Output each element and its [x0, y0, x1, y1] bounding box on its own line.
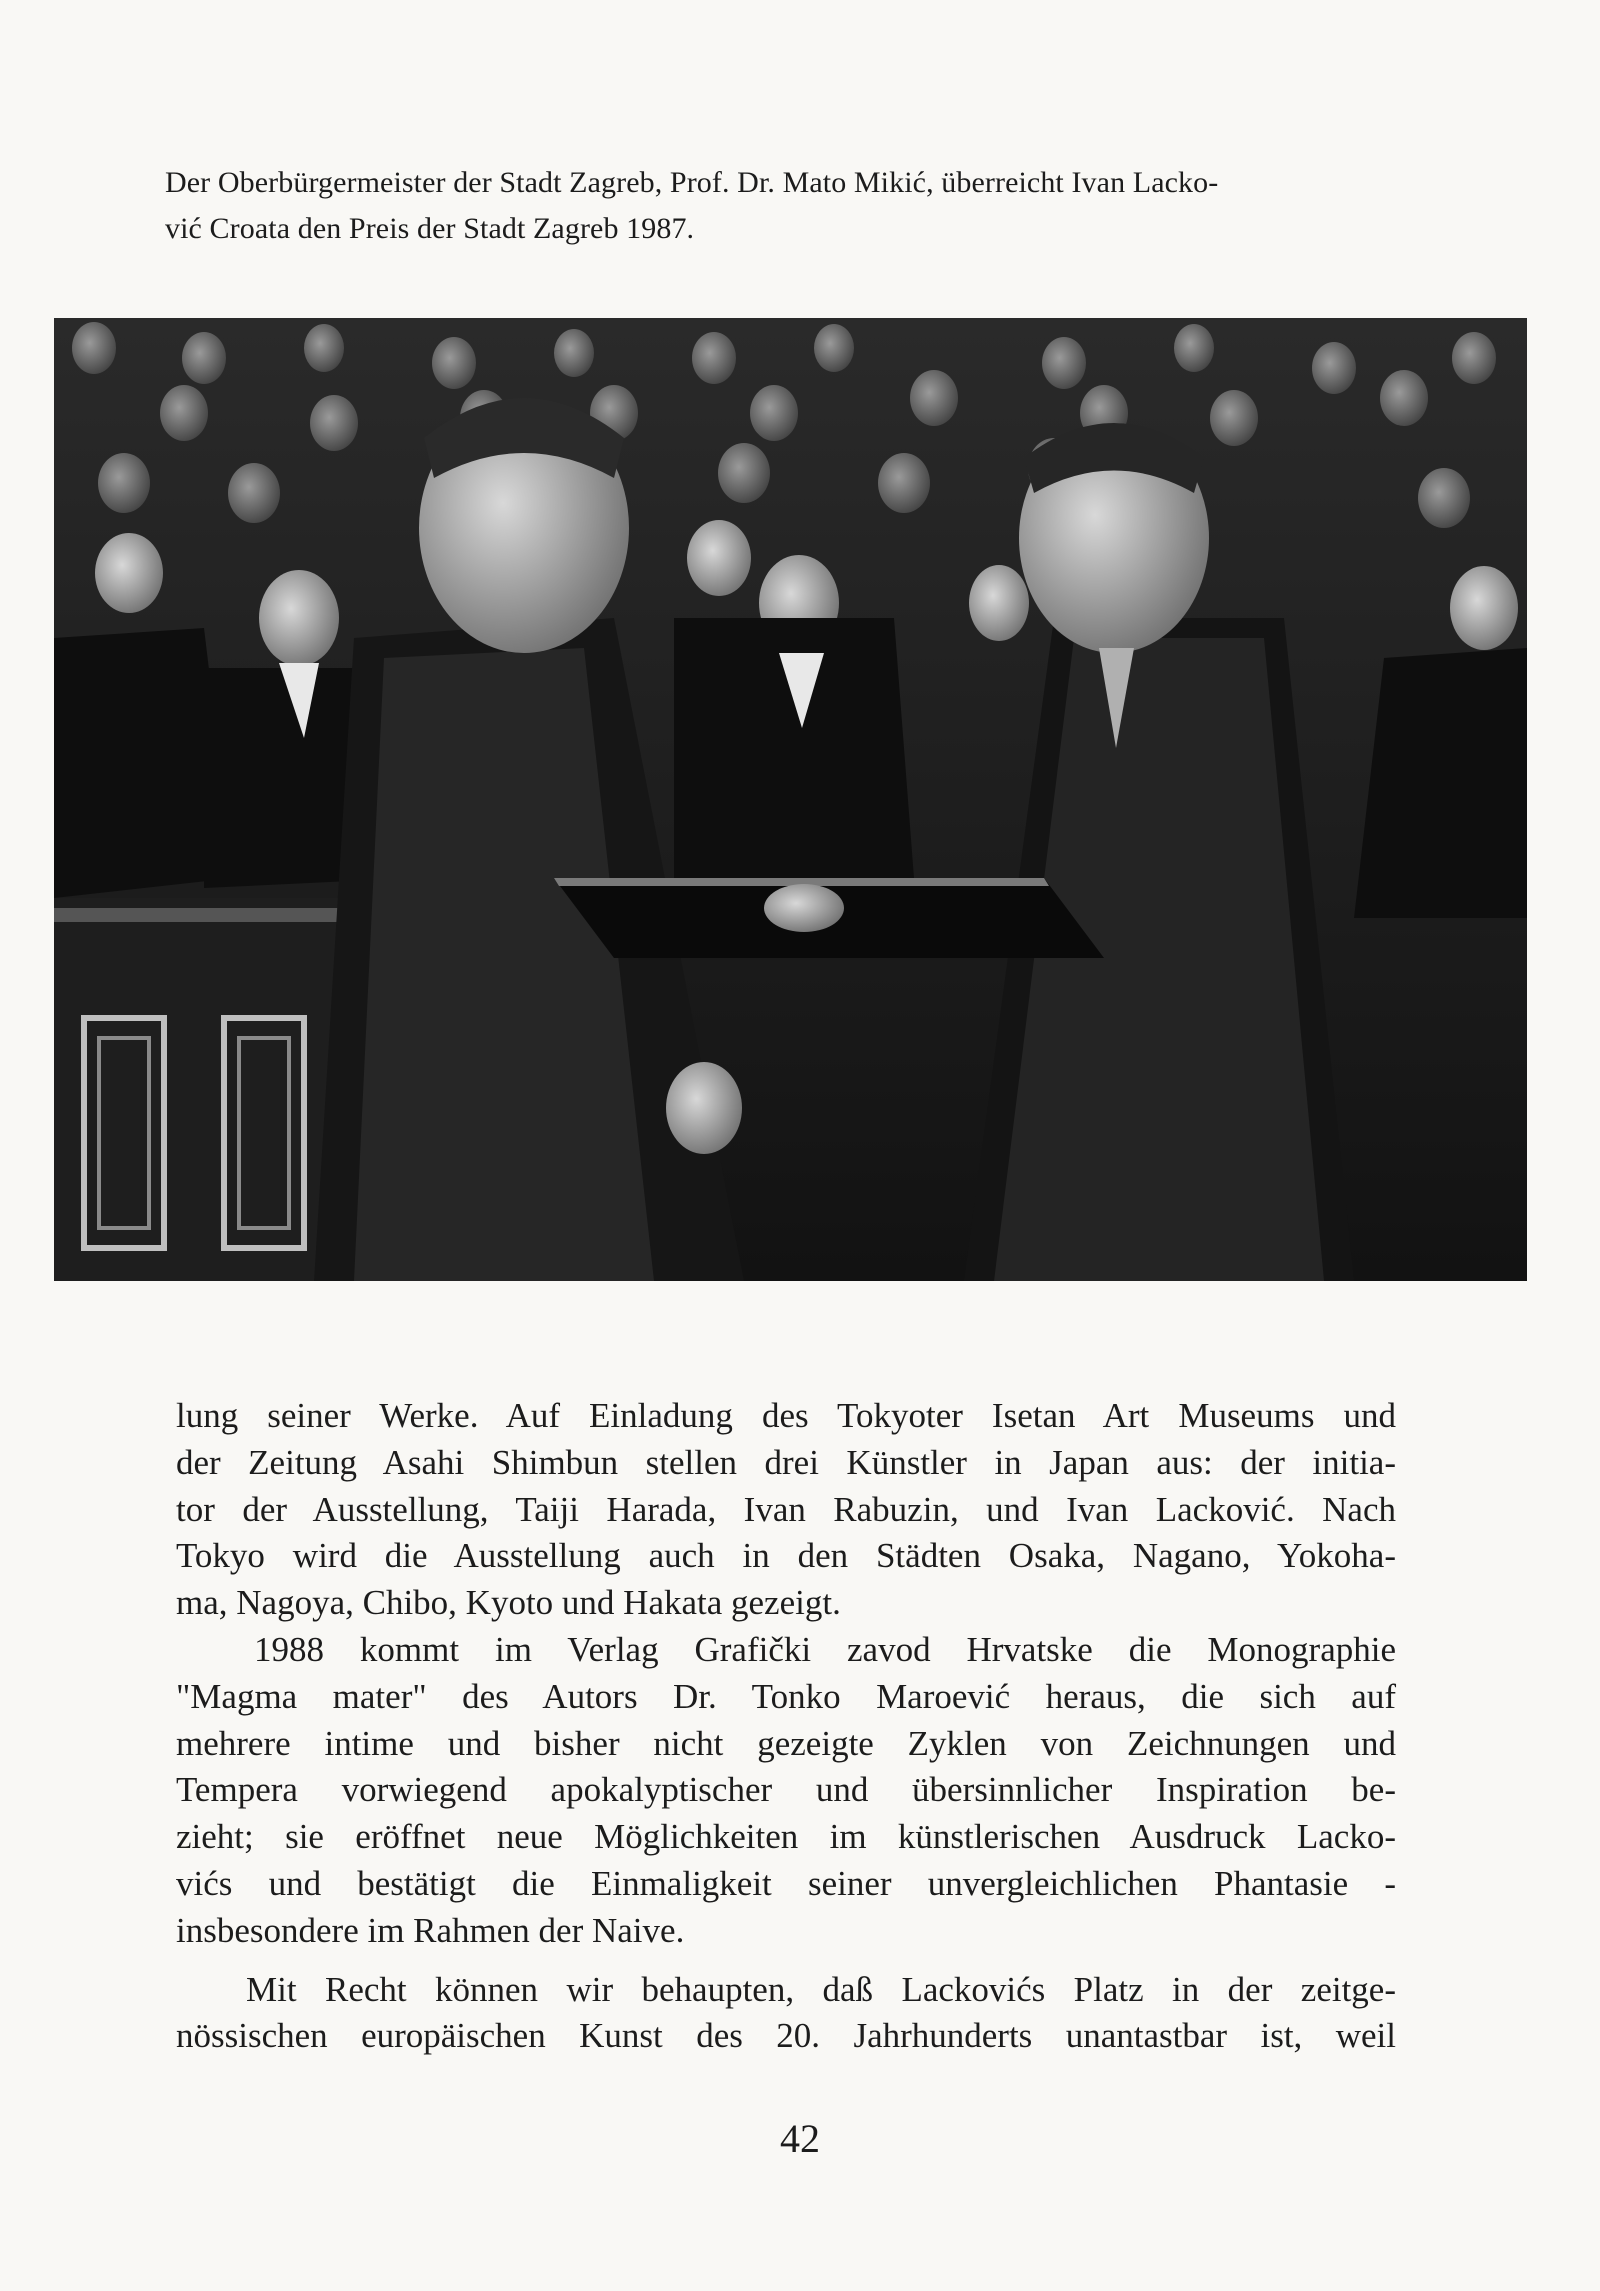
paragraph-3 [176, 1967, 1396, 2061]
text-line: Tokyo wird die Ausstellung auch in den Städten Osaka, Nagano, Yokoha- [176, 1536, 1396, 1576]
text-line: insbesondere im Rahmen der Naive. [176, 1910, 685, 1950]
text-line: ma, Nagoya, Chibo, Kyoto und Hakata gezeigt. [176, 1583, 841, 1623]
caption-line: Der Oberbürgermeister der Stadt Zagreb, Prof. Dr. Mato Mikić, überreicht Ivan Lacko- [165, 166, 1219, 199]
text-line: Tempera vorwiegend apokalyptischer und übersinnlicher Inspiration be- [176, 1770, 1396, 1810]
text-line: nössischen europäischen Kunst des 20. Jahrhunderts unantastbar ist, weil [176, 2016, 1396, 2056]
page-number: 42 [780, 2116, 820, 2161]
award-ceremony-photo [54, 318, 1527, 1281]
text-line: vićs und bestätigt die Einmaligkeit seiner unvergleichlichen Phantasie - [176, 1863, 1396, 1903]
photo-illustration [54, 318, 1527, 1281]
text-line: "Magma mater" des Autors Dr. Tonko Maroević heraus, die sich auf [176, 1676, 1396, 1716]
caption-line: vić Croata den Preis der Stadt Zagreb 1987. [165, 212, 695, 245]
text-line: lung seiner Werke. Auf Einladung des Tokyoter Isetan Art Museums und [176, 1396, 1396, 1435]
text-line: 1988 kommt im Verlag Grafički zavod Hrvatske die Monographie [254, 1629, 1396, 1669]
text-line: der Zeitung Asahi Shimbun stellen drei Künstler in Japan aus: der initia- [176, 1442, 1396, 1482]
paragraph-1 [176, 1393, 1396, 1627]
paragraph-2 [176, 1627, 1396, 1955]
text-line: zieht; sie eröffnet neue Möglichkeiten im künstlerischen Ausdruck Lacko- [176, 1817, 1396, 1857]
photo-caption [165, 160, 1395, 252]
text-line: tor der Ausstellung, Taiji Harada, Ivan Rabuzin, und Ivan Lacković. Nach [176, 1489, 1396, 1529]
text-line: Mit Recht können wir behaupten, daß Lackovićs Platz in der zeitge- [246, 1969, 1396, 2009]
text-line: mehrere intime und bisher nicht gezeigte Zyklen von Zeichnungen und [176, 1723, 1396, 1763]
body-text [176, 1393, 1396, 2060]
